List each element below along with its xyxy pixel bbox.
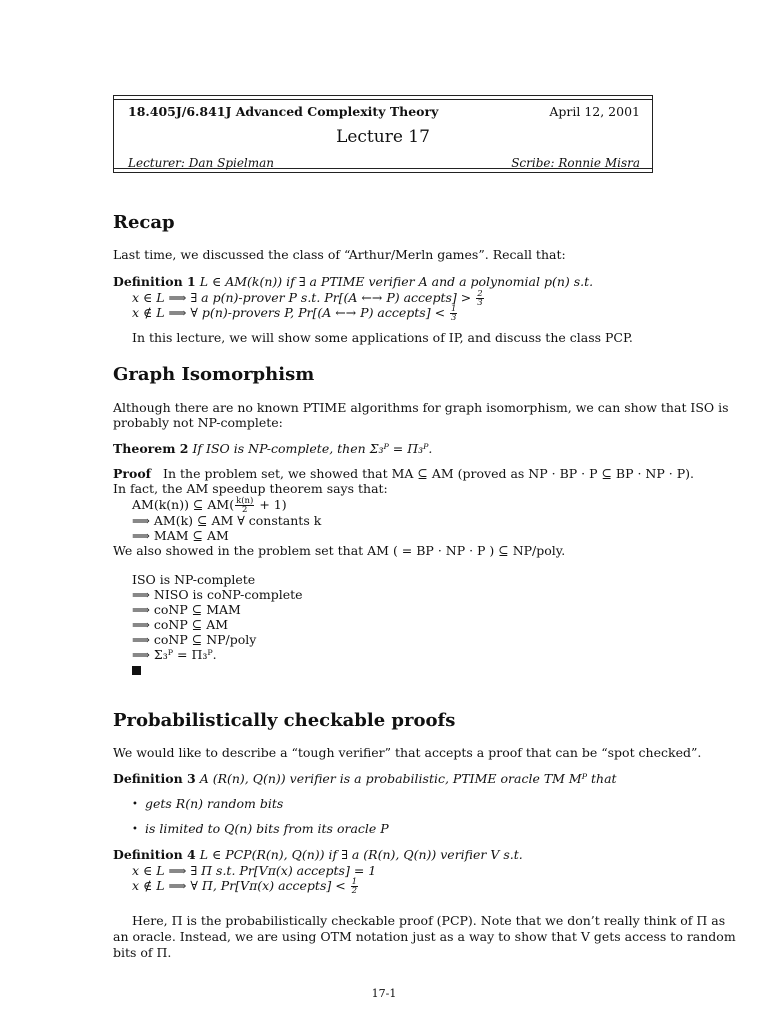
chain-line-2: ⟹ NISO is coNP-complete [132,587,303,602]
definition-4-line-3 [132,878,677,895]
fraction-one-third [450,305,457,322]
chain-line-3: ⟹ coNP ⊆ MAM [132,602,241,617]
fraction-one-half [351,878,358,895]
definition-3-text: A (R(n), Q(n)) verifier is a probabilistic, PTIME oracle TM Mᴾ that [199,771,617,786]
bullet-item-1: gets R(n) random bits [145,796,284,811]
also-showed-line: We also showed in the problem set that AM ( = BP · NP · P ) ⊆ NP/poly. [113,543,566,558]
definition-3 [113,771,658,786]
course-title: 18.405J/6.841J Advanced Complexity Theory [128,104,439,119]
page-number: 17-1 [371,987,397,1000]
chain-line-6: ⟹ Σ₃ᴾ = Π₃ᴾ. [132,647,217,662]
bullet-item-2: is limited to Q(n) bits from its oracle P [145,821,389,836]
chain-line-4: ⟹ coNP ⊆ AM [132,617,229,632]
theorem-2-text: If ISO is NP-complete, then Σ₃ᴾ = Π₃ᴾ. [192,441,433,456]
iso-paragraph-line-2: probably not NP-complete: [113,415,283,430]
definition-4 [113,847,658,862]
speedup-line-3: ⟹ MAM ⊆ AM [132,528,229,543]
chain-line-1: ISO is NP-complete [132,572,256,587]
proof-line-2: In fact, the AM speedup theorem says that: [113,481,388,496]
fraction-denominator: 2 [351,886,358,896]
closing-line-1: Here, Π is the probabilistically checkable proof (PCP). Note that we don’t really think of Π as [132,913,726,928]
definition-3-label: Definition 3 [113,771,196,786]
proof-label: Proof [113,466,152,481]
chain-line-5: ⟹ coNP ⊆ NP/poly [132,632,257,647]
definition-1-line-3 [132,305,677,322]
closing-line-2: an oracle. Instead, we are using OTM notation just as a way to show that V gets access to random [113,929,736,944]
section-heading-graph-isomorphism: Graph Isomorphism [113,364,315,385]
header-top-rule [114,99,652,100]
closing-line-3: bits of Π. [113,945,172,960]
proof-line-1 [113,466,694,481]
qed-square-icon [132,666,141,675]
definition-4-label: Definition 4 [113,847,196,862]
section-heading-pcp: Probabilistically checkable proofs [113,710,456,731]
recap-intro: Last time, we discussed the class of “Arthur/Merln games”. Recall that: [113,247,566,262]
fraction-denominator: 2 [242,505,248,515]
fraction-denominator: 3 [451,313,457,323]
pcp-intro: We would like to describe a “tough verifier” that accepts a proof that can be “spot checked”. [113,745,702,760]
lecturer-name: Lecturer: Dan Spielman [128,156,275,170]
lecture-date: April 12, 2001 [549,104,640,119]
proof-text: In the problem set, we showed that MA ⊆ AM (proved as NP · BP · P ⊆ BP · NP · P). [163,466,694,481]
speedup-line-2: ⟹ AM(k) ⊆ AM ∀ constants k [132,513,322,528]
definition-4-line-2: x ∈ L ⟹ ∃ Π s.t. Pr[Vᴨ(x) accepts] = 1 [132,863,377,878]
speedup-1-post: + 1) [259,497,287,512]
speedup-1-pre: AM(k(n)) ⊆ AM( [132,497,235,512]
speedup-line-1 [132,497,677,514]
fraction-denominator: 3 [477,298,483,308]
lecture-number: Lecture 17 [336,127,430,147]
definition-1-line-3-text: x ∉ L ⟹ ∀ p(n)-provers P, Pr[(A ←→ P) accepts] < [132,305,446,320]
fraction-numerator: k(n) [236,496,254,506]
definition-4-text: L ∈ PCP(R(n), Q(n)) if ∃ a (R(n), Q(n)) verifier V s.t. [199,847,523,862]
definition-4-line-3-text: x ∉ L ⟹ ∀ Π, Pr[Vᴨ(x) accepts] < [132,878,346,893]
section-heading-recap: Recap [113,212,175,233]
definition-1-text: L ∈ AM(k(n)) if ∃ a PTIME verifier A and a polynomial p(n) s.t. [199,274,594,289]
theorem-2 [113,441,658,456]
fraction-k-over-2 [235,497,254,514]
bullet-icon: • [132,824,138,835]
fraction-numerator: 2 [477,289,483,299]
definition-1-label: Definition 1 [113,274,196,289]
iso-paragraph-line-1: Although there are no known PTIME algorithms for graph isomorphism, we can show that ISO is [113,400,729,415]
fraction-numerator: 1 [451,304,457,314]
definition-1-line-2-text: x ∈ L ⟹ ∃ a p(n)-prover P s.t. Pr[(A ←→ P) accepts] > [132,290,472,305]
theorem-2-label: Theorem 2 [113,441,189,456]
scribe-name: Scribe: Ronnie Misra [511,156,640,170]
definition-1 [113,274,658,289]
lecture-header-box [113,95,653,173]
recap-closing: In this lecture, we will show some applications of IP, and discuss the class PCP. [132,330,633,345]
bullet-icon: • [132,799,138,810]
fraction-numerator: 1 [351,877,358,887]
